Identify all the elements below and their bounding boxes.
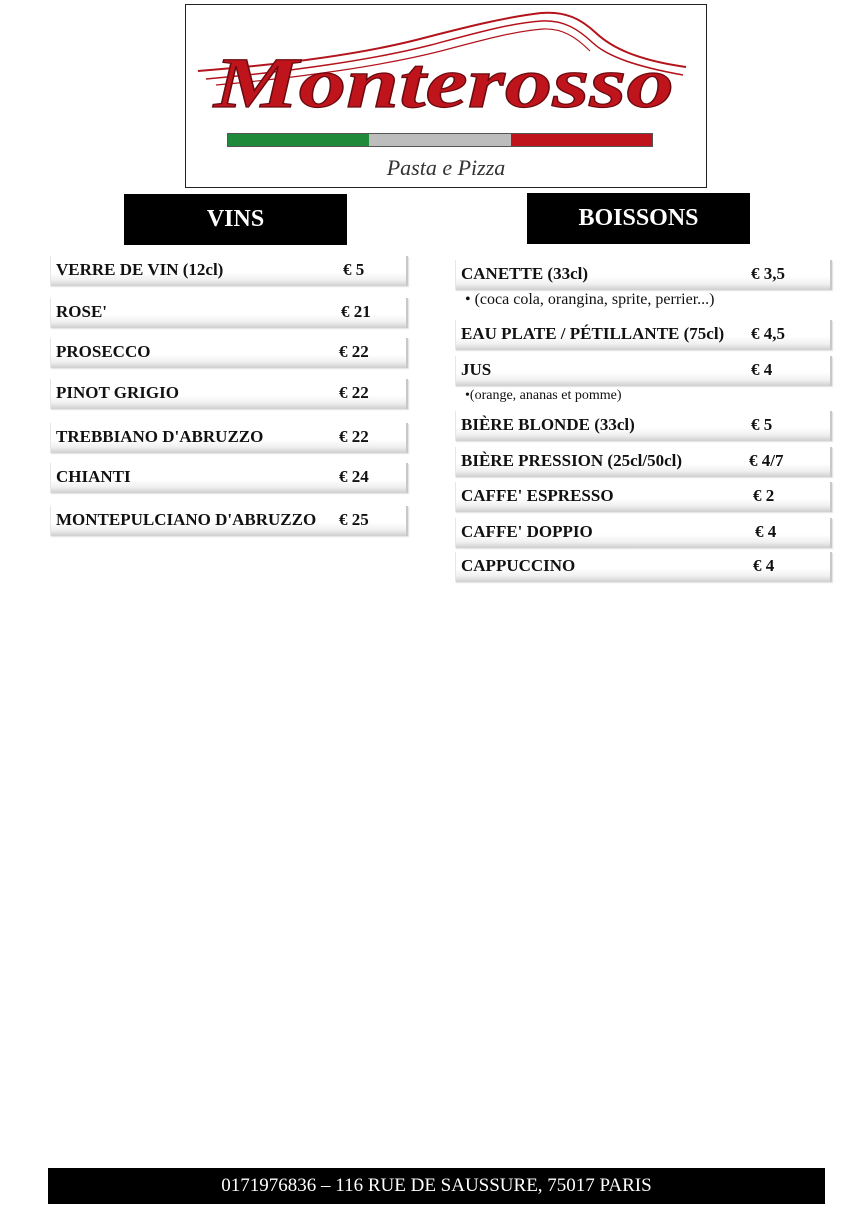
item-note: •(orange, ananas et pomme) bbox=[465, 388, 622, 403]
list-item: MONTEPULCIANO D'ABRUZZO € 25 bbox=[50, 506, 408, 536]
footer-address bbox=[48, 1168, 825, 1204]
footer-text: 0171976836 – 116 RUE DE SAUSSURE, 75017 PARIS bbox=[221, 1175, 652, 1196]
list-item: PROSECCO € 22 bbox=[50, 338, 408, 368]
logo-banner bbox=[185, 4, 707, 188]
list-item: CAPPUCCINO € 4 bbox=[455, 552, 832, 582]
list-item: VERRE DE VIN (12cl) € 5 bbox=[50, 256, 408, 286]
list-item: PINOT GRIGIO € 22 bbox=[50, 379, 408, 409]
list-item: EAU PLATE / PÉTILLANTE (75cl) € 4,5 bbox=[455, 320, 832, 350]
list-item: BIÈRE BLONDE (33cl) € 5 bbox=[455, 411, 832, 441]
list-item: CAFFE' ESPRESSO € 2 bbox=[455, 482, 832, 512]
italian-flag-stripe bbox=[227, 133, 653, 147]
brand-name: Monterosso bbox=[212, 43, 674, 123]
list-item: CANETTE (33cl) € 3,5 bbox=[455, 260, 832, 290]
list-item: CAFFE' DOPPIO € 4 bbox=[455, 518, 832, 548]
tagline: Pasta e Pizza bbox=[386, 155, 506, 180]
boissons-heading: BOISSONS bbox=[527, 193, 750, 244]
list-item: JUS € 4 bbox=[455, 356, 832, 386]
list-item: TREBBIANO D'ABRUZZO € 22 bbox=[50, 423, 408, 453]
vins-heading: VINS bbox=[124, 194, 347, 245]
list-item: BIÈRE PRESSION (25cl/50cl) € 4/7 bbox=[455, 447, 832, 477]
list-item: CHIANTI € 24 bbox=[50, 463, 408, 493]
list-item: ROSE' € 21 bbox=[50, 298, 408, 328]
item-note: • (coca cola, orangina, sprite, perrier...) bbox=[465, 291, 715, 308]
